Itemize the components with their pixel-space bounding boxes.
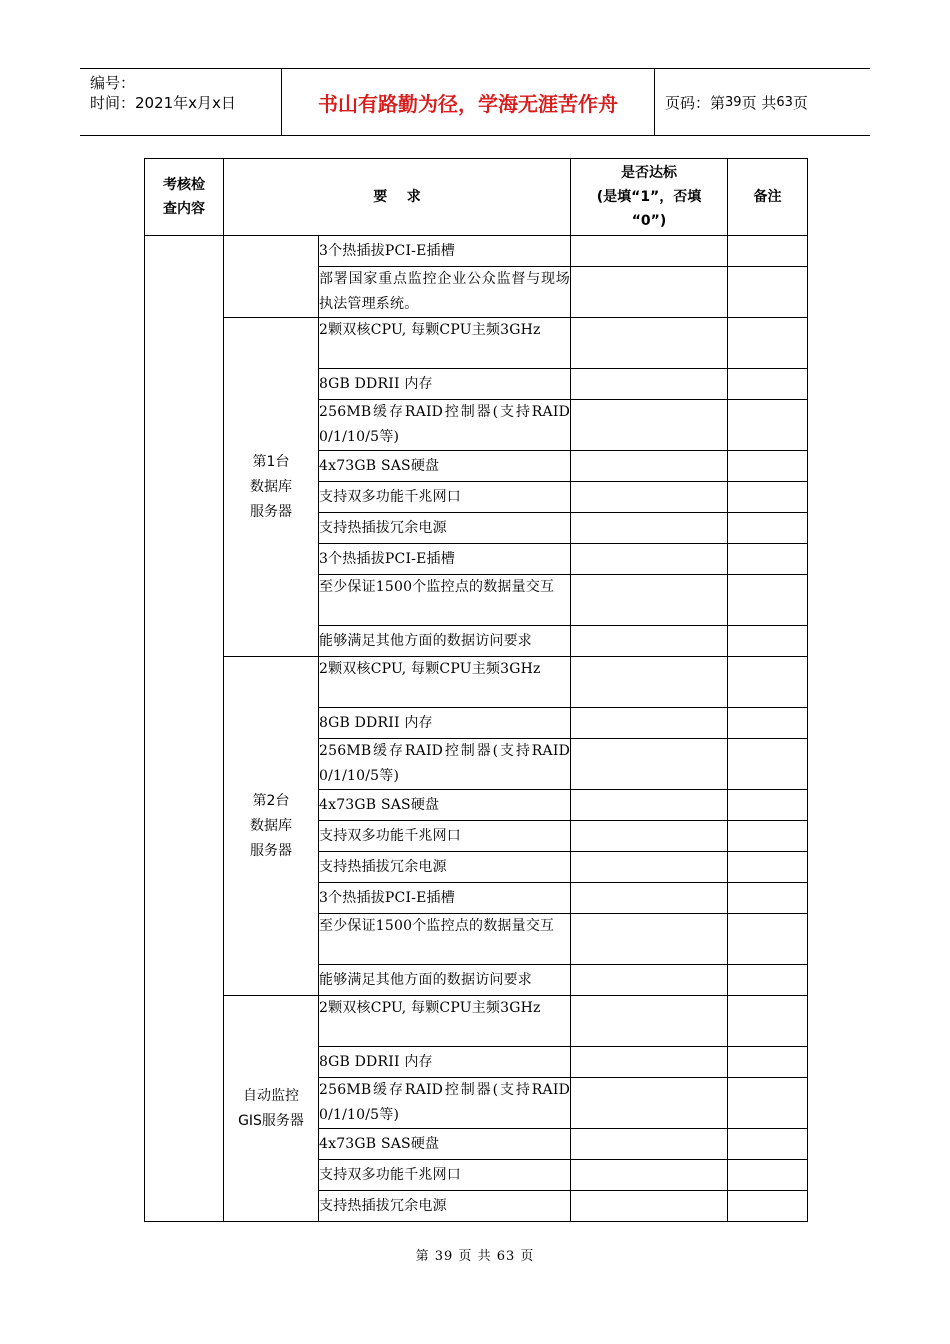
notes-cell[interactable] [728, 544, 808, 575]
requirement-text: 256MB缓存RAID控制器(支持RAID 0/1/10/5等) [319, 1078, 571, 1129]
table-body [145, 236, 808, 1222]
requirements-table [144, 158, 808, 1222]
notes-cell[interactable] [728, 739, 808, 790]
group-label [224, 996, 319, 1222]
notes-cell[interactable] [728, 790, 808, 821]
pass-cell[interactable] [571, 513, 728, 544]
group-label-line: 数据库 [250, 817, 292, 834]
pass-cell[interactable] [571, 996, 728, 1047]
requirement-text: 4x73GB SAS硬盘 [319, 1129, 571, 1160]
requirement-text: 3个热插拔PCI-E插槽 [319, 236, 571, 267]
notes-cell[interactable] [728, 1129, 808, 1160]
notes-cell[interactable] [728, 482, 808, 513]
group-label [224, 657, 319, 996]
requirement-text: 支持双多功能千兆网口 [319, 821, 571, 852]
group-label-line: 数据库 [250, 478, 292, 495]
requirement-text: 256MB缓存RAID控制器(支持RAID 0/1/10/5等) [319, 400, 571, 451]
requirement-text: 2颗双核CPU, 每颗CPU主频3GHz [319, 996, 571, 1047]
pass-cell[interactable] [571, 236, 728, 267]
pass-cell[interactable] [571, 626, 728, 657]
pass-cell[interactable] [571, 1160, 728, 1191]
group-label-line: 自动监控 [243, 1087, 299, 1104]
requirement-text: 支持热插拔冗余电源 [319, 513, 571, 544]
page-footer: 第 39 页 共 63 页 [415, 1249, 535, 1264]
requirement-text: 3个热插拔PCI-E插槽 [319, 544, 571, 575]
requirement-text: 支持热插拔冗余电源 [319, 1191, 571, 1222]
pass-cell[interactable] [571, 575, 728, 626]
pass-cell[interactable] [571, 369, 728, 400]
notes-cell[interactable] [728, 708, 808, 739]
pass-cell[interactable] [571, 914, 728, 965]
notes-cell[interactable] [728, 1078, 808, 1129]
pass-cell[interactable] [571, 267, 728, 318]
requirement-text: 部署国家重点监控企业公众监督与现场执法管理系统。 [319, 267, 571, 318]
notes-cell[interactable] [728, 318, 808, 369]
notes-cell[interactable] [728, 575, 808, 626]
pass-cell[interactable] [571, 1078, 728, 1129]
pass-cell[interactable] [571, 1191, 728, 1222]
pass-cell[interactable] [571, 883, 728, 914]
header-check-content: 考核检 查内容 [145, 159, 224, 236]
requirement-text: 支持双多功能千兆网口 [319, 482, 571, 513]
pass-cell[interactable] [571, 708, 728, 739]
requirement-text: 8GB DDRII 内存 [319, 369, 571, 400]
header-notes: 备注 [728, 159, 808, 236]
notes-cell[interactable] [728, 267, 808, 318]
page-mid: 页 共 [741, 93, 777, 112]
notes-cell[interactable] [728, 626, 808, 657]
requirement-text: 能够满足其他方面的数据访问要求 [319, 965, 571, 996]
notes-cell[interactable] [728, 369, 808, 400]
check-content-cell [145, 236, 224, 1222]
notes-cell[interactable] [728, 1191, 808, 1222]
pass-cell[interactable] [571, 852, 728, 883]
requirement-text: 4x73GB SAS硬盘 [319, 451, 571, 482]
page-current: 39 [725, 94, 742, 110]
header-pass: 是否达标 (是填“1”，否填 “0”) [571, 159, 728, 236]
page-suffix: 页 [792, 93, 808, 112]
pass-cell[interactable] [571, 739, 728, 790]
notes-cell[interactable] [728, 513, 808, 544]
table-row [145, 657, 808, 708]
header-meta [80, 69, 282, 135]
pass-cell[interactable] [571, 451, 728, 482]
page-total: 63 [776, 94, 793, 110]
requirement-text: 8GB DDRII 内存 [319, 1047, 571, 1078]
document-time-label: 时间：2021年x月x日 [90, 94, 236, 112]
notes-cell[interactable] [728, 1160, 808, 1191]
page-prefix: 页码：第 [665, 93, 726, 112]
pass-cell[interactable] [571, 965, 728, 996]
pass-cell[interactable] [571, 318, 728, 369]
table-row [145, 996, 808, 1047]
notes-cell[interactable] [728, 996, 808, 1047]
pass-cell[interactable] [571, 1129, 728, 1160]
requirement-text: 至少保证1500个监控点的数据量交互 [319, 575, 571, 626]
header-motto: 书山有路勤为径，学海无涯苦作舟 [282, 69, 655, 135]
notes-cell[interactable] [728, 236, 808, 267]
requirement-text: 256MB缓存RAID控制器(支持RAID 0/1/10/5等) [319, 739, 571, 790]
notes-cell[interactable] [728, 883, 808, 914]
header-page-number [655, 69, 870, 135]
group-label-continued [224, 236, 319, 318]
notes-cell[interactable] [728, 451, 808, 482]
pass-cell[interactable] [571, 1047, 728, 1078]
table-row [145, 236, 808, 267]
page-header [80, 68, 870, 136]
group-label-line: 第1台 [252, 453, 290, 470]
pass-cell[interactable] [571, 790, 728, 821]
group-label-line: GIS服务器 [238, 1112, 304, 1129]
pass-cell[interactable] [571, 544, 728, 575]
table-header-row [145, 159, 808, 236]
notes-cell[interactable] [728, 852, 808, 883]
requirement-text: 2颗双核CPU, 每颗CPU主频3GHz [319, 657, 571, 708]
notes-cell[interactable] [728, 821, 808, 852]
group-label-line: 服务器 [250, 503, 292, 520]
group-label [224, 318, 319, 657]
notes-cell[interactable] [728, 1047, 808, 1078]
requirement-text: 支持双多功能千兆网口 [319, 1160, 571, 1191]
requirement-text: 至少保证1500个监控点的数据量交互 [319, 914, 571, 965]
pass-cell[interactable] [571, 400, 728, 451]
requirement-text: 4x73GB SAS硬盘 [319, 790, 571, 821]
group-label-line: 第2台 [252, 792, 290, 809]
notes-cell[interactable] [728, 657, 808, 708]
group-label-line: 服务器 [250, 842, 292, 859]
notes-cell[interactable] [728, 965, 808, 996]
pass-cell[interactable] [571, 657, 728, 708]
notes-cell[interactable] [728, 400, 808, 451]
header-requirement: 要 求 [224, 159, 571, 236]
requirement-text: 8GB DDRII 内存 [319, 708, 571, 739]
requirement-text: 3个热插拔PCI-E插槽 [319, 883, 571, 914]
notes-cell[interactable] [728, 914, 808, 965]
pass-cell[interactable] [571, 821, 728, 852]
pass-cell[interactable] [571, 482, 728, 513]
requirement-text: 2颗双核CPU, 每颗CPU主频3GHz [319, 318, 571, 369]
table-row [145, 318, 808, 369]
requirement-text: 能够满足其他方面的数据访问要求 [319, 626, 571, 657]
requirement-text: 支持热插拔冗余电源 [319, 852, 571, 883]
document-number-label: 编号： [90, 74, 136, 92]
